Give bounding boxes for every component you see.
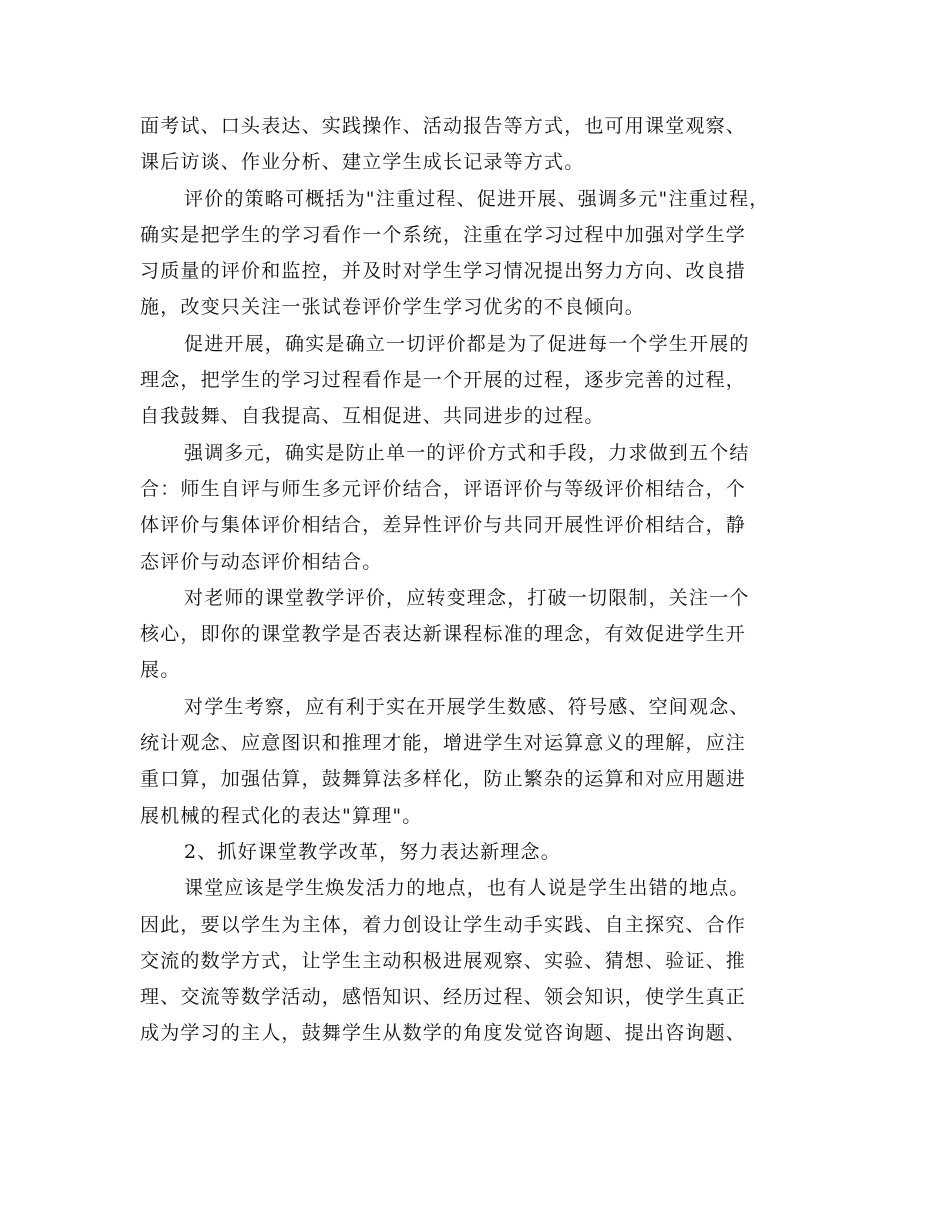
text-line: 对老师的课堂教学评价，应转变理念，打破一切限制，关注一个 xyxy=(184,586,750,609)
document-body xyxy=(140,108,830,1052)
text-line: 强调多元，确实是防止单一的评价方式和手段，力求做到五个结 xyxy=(184,441,750,464)
text-line: 促进开展，确实是确立一切评价都是为了促进每一个学生开展的 xyxy=(184,332,750,355)
text-line: 2、抓好课堂教学改革，努力表达新理念。 xyxy=(184,840,561,863)
text-line: 重口算，加强估算，鼓舞算法多样化，防止繁杂的运算和对应用题进 xyxy=(140,768,747,791)
text-line: 体评价与集体评价相结合，差异性评价与共同开展性评价相结合，静 xyxy=(140,514,747,537)
text-line: 面考试、口头表达、实践操作、活动报告等方式，也可用课堂观察、 xyxy=(140,115,747,137)
text-line: 理、交流等数学活动，感悟知识、经历过程、领会知识，使学生真正 xyxy=(140,986,747,1009)
text-line: 展。 xyxy=(140,659,181,682)
text-line: 合：师生自评与师生多元评价结合，评语评价与等级评价相结合，个 xyxy=(140,477,747,500)
text-line: 评价的策略可概括为"注重过程、促进开展、强调多元"注重过程， xyxy=(184,187,770,210)
text-line: 态评价与动态评价相结合。 xyxy=(140,550,383,573)
text-line: 对学生考察，应有利于实在开展学生数感、符号感、空间观念、 xyxy=(184,695,750,718)
text-line: 施，改变只关注一张试卷评价学生学习优劣的不良倾向。 xyxy=(140,296,646,319)
text-line: 理念，把学生的学习过程看作是一个开展的过程，逐步完善的过程， xyxy=(140,369,747,392)
text-line: 课后访谈、作业分析、建立学生成长记录等方式。 xyxy=(140,151,585,174)
text-line: 核心，即你的课堂教学是否表达新课程标准的理念，有效促进学生开 xyxy=(140,623,747,646)
text-line: 自我鼓舞、自我提高、互相促进、共同进步的过程。 xyxy=(140,405,605,428)
text-line: 课堂应该是学生焕发活力的地点，也有人说是学生出错的地点。 xyxy=(184,877,750,900)
text-line: 确实是把学生的学习看作一个系统，注重在学习过程中加强对学生学 xyxy=(140,223,747,246)
text-line: 展机械的程式化的表达"算理"。 xyxy=(140,804,423,827)
text-line: 因此，要以学生为主体，着力创设让学生动手实践、自主探究、合作 xyxy=(140,913,747,936)
text-line: 统计观念、应意图识和推理才能，增进学生对运算意义的理解，应注 xyxy=(140,732,747,755)
text-line: 成为学习的主人，鼓舞学生从数学的角度发觉咨询题、提出咨询题、 xyxy=(140,1022,747,1045)
text-line: 交流的数学方式，让学生主动积极进展观察、实验、猜想、验证、推 xyxy=(140,949,747,972)
text-line: 习质量的评价和监控，并及时对学生学习情况提出努力方向、改良措 xyxy=(140,260,747,283)
